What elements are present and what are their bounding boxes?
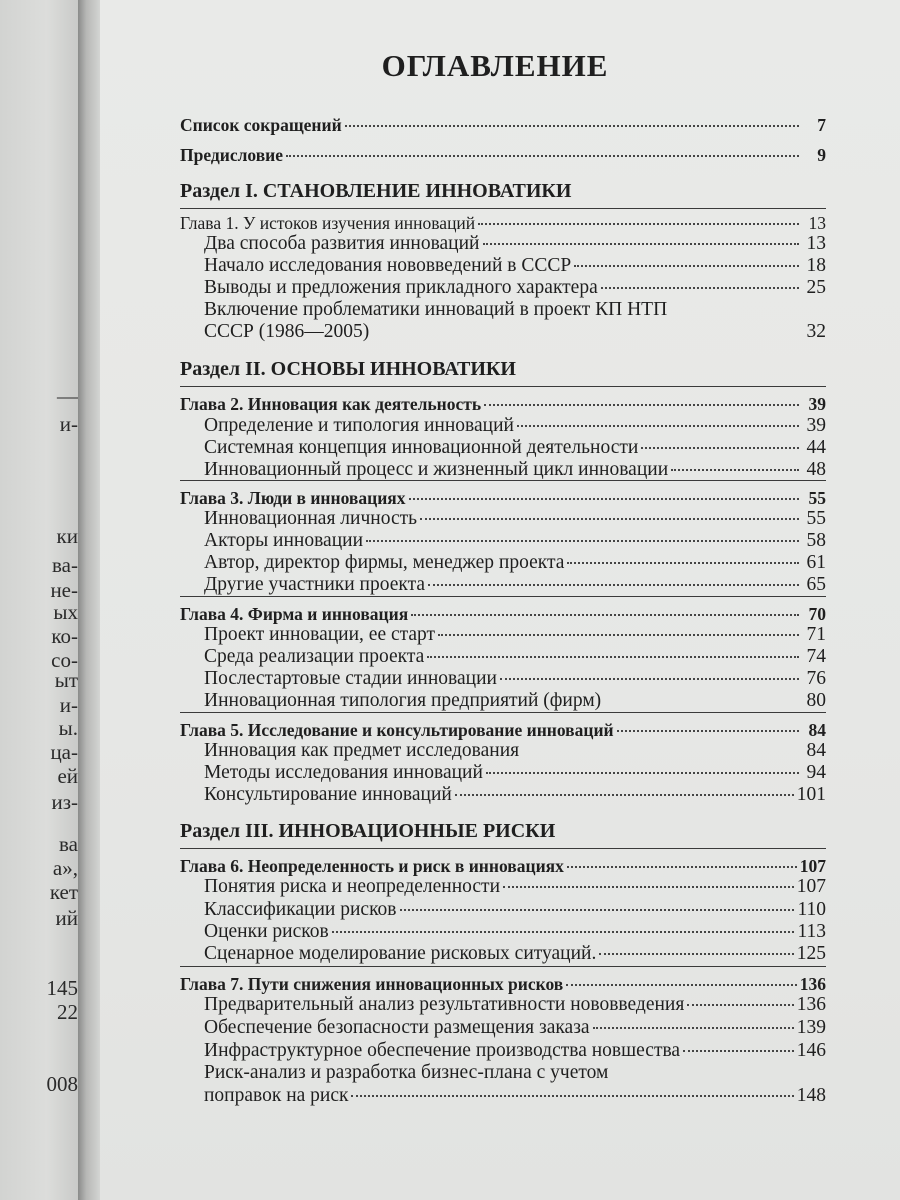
entry-page: 113	[797, 921, 826, 942]
toc-entry[interactable]	[204, 646, 826, 668]
entry-label: Среда реализации проекта	[204, 646, 425, 667]
entry-label: Выводы и предложения прикладного характера	[204, 277, 598, 298]
entry-page: 65	[806, 574, 826, 595]
chapter-page: 84	[808, 720, 826, 740]
dot-leader	[351, 1095, 793, 1097]
dot-leader	[601, 287, 799, 289]
dot-leader	[484, 404, 799, 406]
toc-entry[interactable]	[204, 530, 826, 552]
entry-page: 80	[806, 690, 826, 711]
entry-label: Автор, директор фирмы, менеджер проекта	[204, 552, 565, 573]
toc-chapter[interactable]	[180, 487, 826, 509]
entry-page: 7	[817, 115, 826, 135]
divider	[180, 712, 826, 713]
divider	[180, 208, 826, 209]
entry-page: 55	[806, 508, 826, 529]
dot-leader	[671, 469, 799, 471]
chapter-label: Глава 1. У истоков изучения инноваций	[180, 213, 476, 233]
chapter-page: 39	[808, 394, 826, 414]
book-gutter	[78, 0, 102, 1200]
entry-label-line1: Включение проблематики инноваций в проект КП НТП	[204, 299, 668, 320]
section-heading: Раздел II. ОСНОВЫ ИННОВАТИКИ	[180, 358, 516, 380]
dot-leader	[517, 425, 799, 427]
entry-page: 18	[806, 255, 826, 276]
entry-page: 58	[806, 530, 826, 551]
dot-leader	[483, 243, 800, 245]
toc-chapter[interactable]	[180, 719, 826, 741]
entry-page: 71	[806, 624, 826, 645]
entry-page: 25	[806, 277, 826, 298]
entry-page: 44	[806, 437, 826, 458]
entry-page: 74	[806, 646, 826, 667]
chapter-page: 55	[808, 488, 826, 508]
left-page-fragment: из-	[51, 790, 78, 814]
toc-entry[interactable]	[204, 943, 826, 965]
section-heading: Раздел I. СТАНОВЛЕНИЕ ИННОВАТИКИ	[180, 180, 572, 202]
entry-page: 139	[796, 1017, 826, 1038]
entry-label: Определение и типология инноваций	[204, 415, 514, 436]
entry-label: Сценарное моделирование рисковых ситуаций.	[204, 943, 597, 964]
chapter-label: Глава 2. Инновация как деятельность	[180, 394, 482, 414]
toc-entry[interactable]	[204, 255, 826, 277]
toc-entry[interactable]	[204, 1017, 826, 1039]
entry-page: 146	[796, 1040, 826, 1061]
entry-page: 32	[806, 321, 826, 342]
left-page-fragment: ко-	[51, 624, 78, 648]
toc-entry[interactable]	[204, 459, 826, 481]
toc-entry[interactable]	[204, 574, 826, 596]
toc-entry[interactable]	[204, 624, 826, 646]
toc-entry[interactable]	[204, 277, 826, 299]
entry-page: 101	[796, 784, 826, 805]
toc-entry[interactable]	[204, 740, 826, 762]
toc-entry[interactable]	[204, 233, 826, 255]
entry-label: СССР (1986—2005)	[204, 321, 370, 342]
entry-label: Предварительный анализ результативности нововведения	[204, 994, 685, 1015]
toc-entry[interactable]	[204, 415, 826, 437]
entry-page: 148	[796, 1085, 826, 1106]
toc-entry[interactable]	[204, 668, 826, 690]
left-page-fragment: ий	[55, 906, 78, 930]
toc-entry[interactable]	[204, 899, 826, 921]
entry-label: Классификации рисков	[204, 899, 397, 920]
dot-leader	[617, 730, 799, 732]
toc-entry[interactable]	[204, 921, 826, 943]
toc-chapter[interactable]	[180, 212, 826, 234]
entry-label: Инновационная типология предприятий (фирм)	[204, 690, 602, 711]
entry-label: Предисловие	[180, 145, 284, 165]
entry-label: Список сокращений	[180, 115, 342, 135]
chapter-page: 136	[799, 974, 826, 994]
dot-leader	[641, 447, 799, 449]
toc-chapter[interactable]	[180, 393, 826, 415]
left-page-fragment: а»,	[52, 856, 78, 880]
entry-page: 76	[806, 668, 826, 689]
toc-entry[interactable]	[204, 552, 826, 574]
entry-page: 9	[817, 145, 826, 165]
entry-page: 110	[797, 899, 826, 920]
entry-label: поправок на риск	[204, 1085, 349, 1106]
left-page-fragment: ы.	[58, 716, 78, 740]
entry-label: Проект инновации, ее старт	[204, 624, 436, 645]
toc-entry-abbreviations[interactable]	[180, 114, 826, 136]
entry-label: Другие участники проекта	[204, 574, 426, 595]
divider	[180, 480, 826, 481]
toc-chapter[interactable]	[180, 603, 826, 625]
entry-label-line1: Риск-анализ и разработка бизнес-плана с учетом	[204, 1062, 609, 1083]
toc-entry[interactable]	[204, 321, 826, 343]
dot-leader	[427, 656, 799, 658]
left-page-fragment: и-	[59, 693, 78, 717]
chapter-page: 70	[808, 604, 826, 624]
dot-leader	[366, 540, 799, 542]
entry-label: Инновация как предмет исследования	[204, 740, 520, 761]
dot-leader	[438, 634, 799, 636]
dot-leader	[687, 1004, 793, 1006]
chapter-label: Глава 6. Неопределенность и риск в инновациях	[180, 856, 564, 876]
entry-label: Обеспечение безопасности размещения заказа	[204, 1017, 590, 1038]
dot-leader	[567, 562, 799, 564]
dot-leader	[286, 155, 799, 157]
entry-label: Методы исследования инноваций	[204, 762, 483, 783]
left-page-fragment: и-	[59, 412, 78, 436]
chapter-label: Глава 5. Исследование и консультирование инноваций	[180, 720, 614, 740]
left-page-fragment: ва-	[52, 553, 78, 577]
dot-leader	[478, 223, 799, 225]
entry-page: 84	[806, 740, 826, 761]
dot-leader	[574, 265, 799, 267]
toc-entry[interactable]	[204, 437, 826, 459]
chapter-label: Глава 3. Люди в инновациях	[180, 488, 406, 508]
entry-label: Начало исследования нововведений в СССР	[204, 255, 572, 276]
dot-leader	[683, 1050, 794, 1052]
dot-leader	[500, 678, 799, 680]
dot-leader	[345, 125, 799, 127]
dot-leader	[409, 498, 799, 500]
dot-leader	[455, 794, 794, 796]
entry-page: 48	[806, 459, 826, 480]
left-page-fragment: 22	[57, 1000, 78, 1024]
toc-entry-preface[interactable]	[180, 144, 826, 166]
dot-leader	[411, 614, 799, 616]
entry-label: Акторы инновации	[204, 530, 364, 551]
left-page-fragment: со-	[51, 648, 78, 672]
toc-chapter[interactable]	[180, 973, 826, 995]
toc-entry[interactable]	[204, 762, 826, 784]
dot-leader	[599, 953, 793, 955]
dot-leader	[566, 984, 797, 986]
entry-page: 39	[806, 415, 826, 436]
left-page-fragment: —	[57, 384, 78, 408]
left-page-fragment: ки	[56, 524, 78, 548]
entry-label: Инфраструктурное обеспечение производства новшества	[204, 1040, 681, 1061]
entry-label: Послестартовые стадии инновации	[204, 668, 497, 689]
toc-chapter[interactable]	[180, 855, 826, 877]
left-facing-page	[0, 0, 78, 1200]
toc-entry[interactable]	[204, 994, 826, 1016]
dot-leader	[428, 584, 799, 586]
entry-page: 136	[796, 994, 826, 1015]
toc-page	[100, 0, 900, 1200]
dot-leader	[420, 518, 799, 520]
entry-label: Понятия риска и неопределенности	[204, 876, 501, 897]
toc-entry[interactable]	[204, 690, 826, 712]
entry-label: Оценки рисков	[204, 921, 329, 942]
divider	[180, 966, 826, 967]
left-page-fragment: 008	[46, 1072, 78, 1096]
toc-entry[interactable]	[204, 784, 826, 806]
left-page-fragment: ей	[57, 764, 78, 788]
dot-leader	[593, 1027, 794, 1029]
chapter-label: Глава 7. Пути снижения инновационных рисков	[180, 974, 564, 994]
divider	[180, 596, 826, 597]
entry-label: Консультирование инноваций	[204, 784, 452, 805]
divider	[180, 848, 826, 849]
entry-page: 61	[806, 552, 826, 573]
dot-leader	[332, 931, 795, 933]
left-page-fragment: не-	[50, 578, 78, 602]
left-page-fragment: ва	[59, 832, 78, 856]
entry-label: Инновационный процесс и жизненный цикл инновации	[204, 459, 669, 480]
dot-leader	[567, 866, 797, 868]
entry-page: 107	[796, 876, 826, 897]
page-title: ОГЛАВЛЕНИЕ	[381, 48, 609, 83]
left-page-fragment: ых	[53, 600, 78, 624]
chapter-label: Глава 4. Фирма и инновация	[180, 604, 409, 624]
left-page-fragment: ыт	[54, 668, 78, 692]
toc-entry[interactable]	[204, 1085, 826, 1107]
entry-label: Два способа развития инноваций	[204, 233, 480, 254]
dot-leader	[503, 886, 794, 888]
entry-page: 125	[796, 943, 826, 964]
toc-entry[interactable]	[204, 1040, 826, 1062]
divider	[180, 386, 826, 387]
entry-label: Системная концепция инновационной деятельности	[204, 437, 639, 458]
toc-entry[interactable]	[204, 876, 826, 898]
entry-label: Инновационная личность	[204, 508, 418, 529]
left-page-fragment: ца-	[50, 740, 78, 764]
section-heading: Раздел III. ИННОВАЦИОННЫЕ РИСКИ	[180, 820, 556, 842]
entry-page: 13	[806, 233, 826, 254]
left-page-fragment: кет	[49, 880, 78, 904]
left-page-fragment: 145	[46, 976, 78, 1000]
dot-leader	[400, 909, 795, 911]
chapter-page: 13	[808, 213, 826, 233]
chapter-page: 107	[799, 856, 826, 876]
toc-entry[interactable]	[204, 508, 826, 530]
entry-page: 94	[806, 762, 826, 783]
dot-leader	[486, 772, 799, 774]
